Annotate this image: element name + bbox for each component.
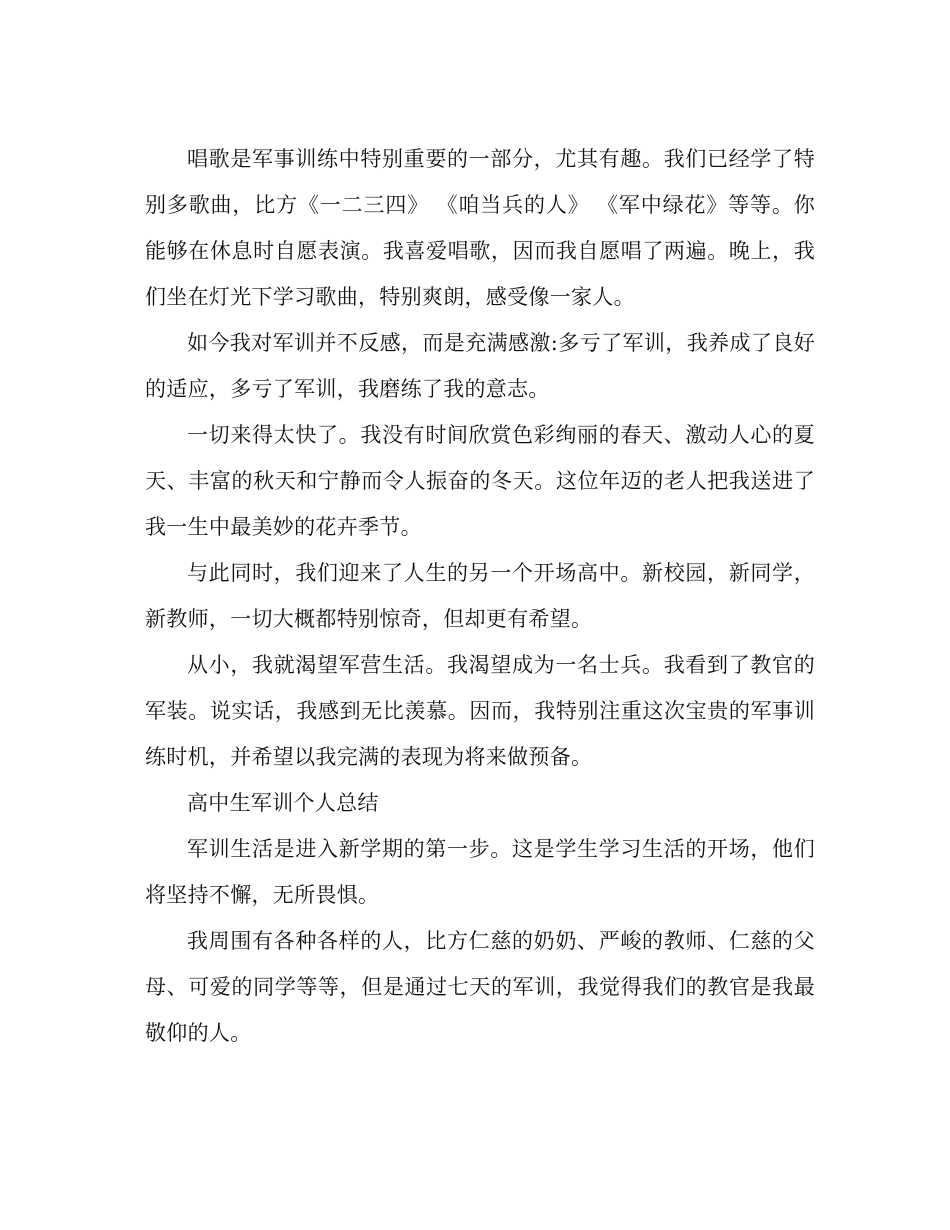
paragraph-singing: 唱歌是军事训练中特别重要的一部分，尤其有趣。我们已经学了特别多歌曲，比方《一二三四》 《咱当兵的人》 《军中绿花》等等。你能够在休息时自愿表演。我喜爱唱歌，因而我自愿唱了两遍。晚上，我们坐在灯光下学习歌曲，特别爽朗，感受像一家人。 — [145, 147, 815, 309]
document-body — [145, 136, 815, 1056]
paragraph-military-dream: 从小，我就渴望军营生活。我渴望成为一名士兵。我看到了教官的军装。说实话，我感到无比羡慕。因而，我特别注重这次宝贵的军事训练时机，并希望以我完满的表现为将来做预备。 — [145, 653, 815, 769]
paragraph-first-step: 军训生活是进入新学期的第一步。这是学生学习生活的开场，他们将坚持不懈，无所畏惧。 — [145, 837, 815, 907]
paragraph-instructor: 我周围有各种各样的人，比方仁慈的奶奶、严峻的教师、仁慈的父母、可爱的同学等等，但是通过七天的军训，我觉得我们的教官是我最敬仰的人。 — [145, 929, 815, 1045]
paragraph-seasons: 一切来得太快了。我没有时间欣赏色彩绚丽的春天、激动人心的夏天、丰富的秋天和宁静而令人振奋的冬天。这位年迈的老人把我送进了我一生中最美妙的花卉季节。 — [145, 423, 815, 539]
section-heading: 高中生军训个人总结 — [187, 791, 379, 815]
paragraph-gratitude: 如今我对军训并不反感，而是充满感激:多亏了军训，我养成了良好的适应，多亏了军训，我磨练了我的意志。 — [145, 331, 815, 401]
paragraph-high-school: 与此同时，我们迎来了人生的另一个开场高中。新校园，新同学，新教师，一切大概都特别惊奇，但却更有希望。 — [145, 561, 815, 631]
